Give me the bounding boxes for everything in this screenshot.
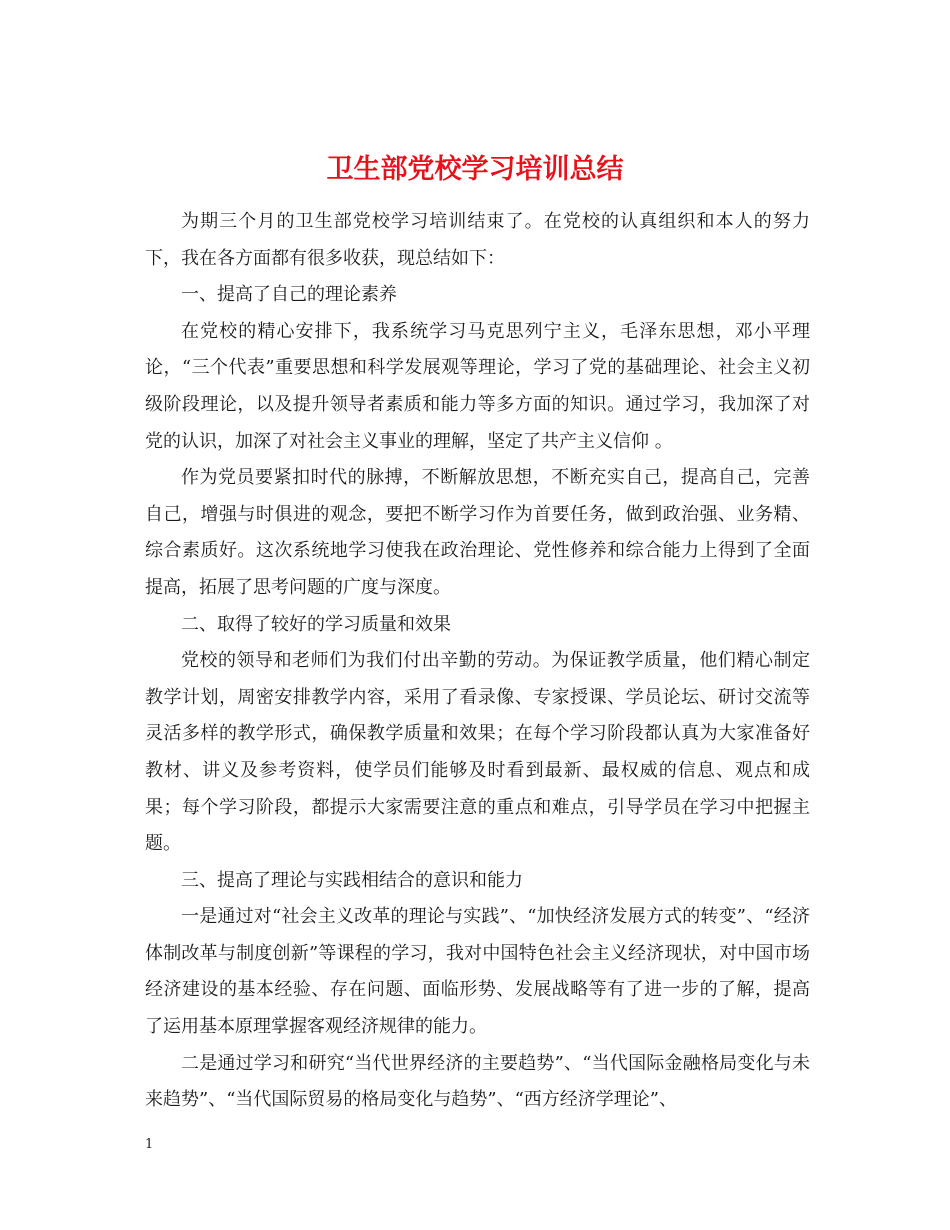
paragraph: 在党校的精心安排下，我系统学习马克思列宁主义，毛泽东思想，邓小平理论，“三个代表”重要思想和科学发展观等理论，学习了党的基础理论、社会主义初级阶段理论，以及提升领导者素质和能力等多方面的知识。通过学习，我加深了对党的认识，加深了对社会主义事业的理解，坚定了共产主义信仰 。: [145, 320, 810, 452]
section-heading-1: 一、提高了自己的理论素养: [181, 284, 397, 306]
paragraph: 一是通过对“社会主义改革的理论与实践”、“加快经济发展方式的转变”、“经济体制改革与制度创新”等课程的学习，我对中国特色社会主义经济现状，对中国市场经济建设的基本经验、存在问题、面临形势、发展战略等有了进一步的了解，提高了运用基本原理掌握客观经济规律的能力。: [145, 906, 810, 1038]
paragraph: 作为党员要紧扣时代的脉搏，不断解放思想，不断充实自己，提高自己，完善自己，增强与时俱进的观念，要把不断学习作为首要任务，做到政治强、业务精、综合素质好。这次系统地学习使我在政治理论、党性修养和综合能力上得到了全面提高，拓展了思考问题的广度与深度。: [145, 467, 810, 598]
paragraph-intro: 为期三个月的卫生部党校学习培训结束了。在党校的认真组织和本人的努力下，我在各方面都有很多收获，现总结如下：: [145, 211, 810, 269]
paragraph: 二是通过学习和研究“当代世界经济的主要趋势”、“当代国际金融格局变化与未来趋势”、“当代国际贸易的格局变化与趋势”、“西方经济学理论”、: [145, 1052, 810, 1111]
section-heading-2: 二、取得了较好的学习质量和效果: [181, 613, 451, 635]
page-number: 1: [145, 1137, 154, 1152]
page-title: 卫生部党校学习培训总结: [326, 154, 624, 186]
section-heading-3: 三、提高了理论与实践相结合的意识和能力: [181, 869, 523, 891]
paragraph: 党校的领导和老师们为我们付出辛勤的劳动。为保证教学质量，他们精心制定教学计划，周密安排教学内容，采用了看录像、专家授课、学员论坛、研讨交流等灵活多样的教学形式，确保教学质量和效果；在每个学习阶段都认真为大家准备好教材、讲义及参考资料，使学员们能够及时看到最新、最权威的信息、观点和成果；每个学习阶段，都提示大家需要注意的重点和难点，引导学员在学习中把握主题。: [145, 650, 810, 855]
document-body: [145, 204, 810, 1119]
